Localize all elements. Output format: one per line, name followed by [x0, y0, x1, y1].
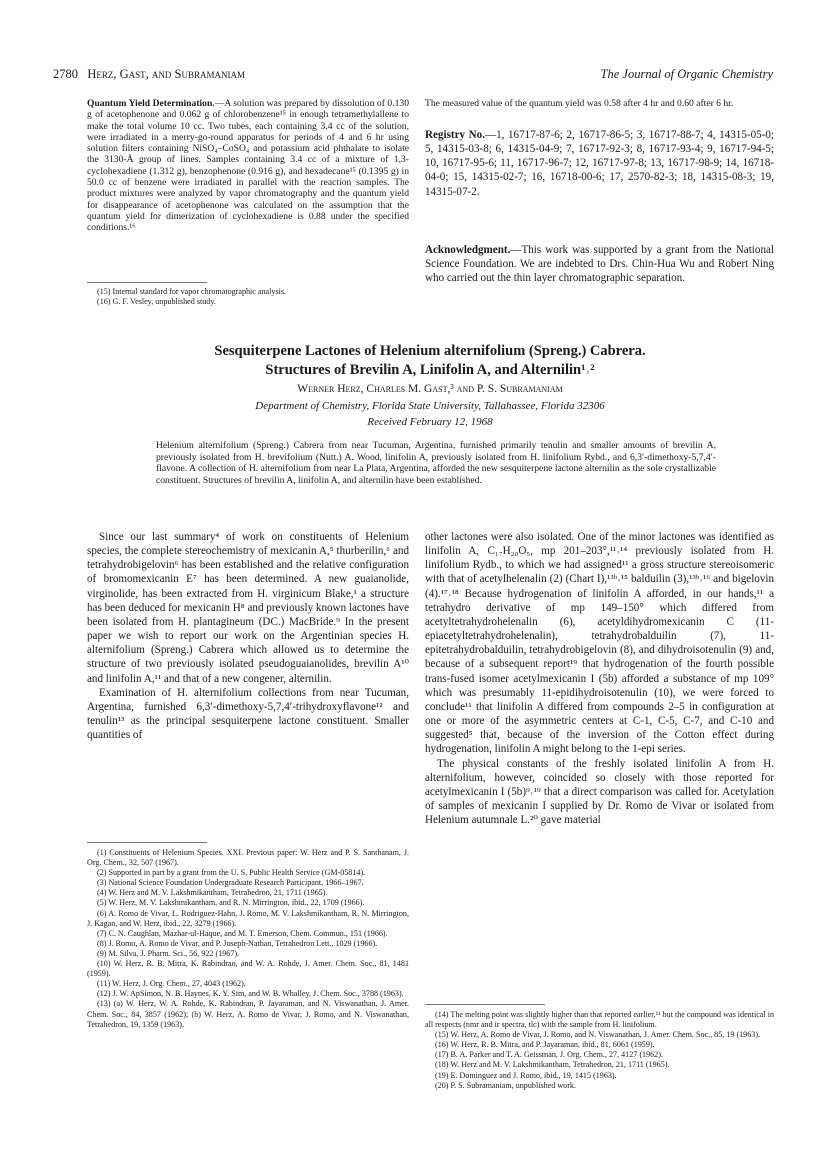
acknowledgment-heading: Acknowledgment.	[425, 244, 511, 256]
quantum-yield-section	[87, 98, 409, 234]
body-left-column	[87, 530, 409, 742]
footnote: (7) C. N. Caughlan, Mazhar-ul-Haque, and M. T. Emerson, Chem. Commun., 151 (1966).	[97, 928, 388, 938]
acknowledgment-section	[425, 243, 774, 285]
previous-footnotes	[87, 287, 409, 307]
body-paragraph: other lactones were also isolated. One of the minor lactones was identified as linifolin A, C₁₇H₂₀O₅, mp 201–203°,¹¹˒¹⁴ previously isolated from H. linifolium Rydb., to which we had assigned¹¹ a gross structure stereoisomeric with that of acetylhelenalin (2) (Chart I),¹³ᵇ˒¹⁵ balduilin (3),¹³ᵇ˒¹⁶ and bigelovin (4).¹⁷˒¹⁸ Because hydrogenation of linifolin A afforded, in our hands,¹¹ a tetrahydro derivative of mp 149–150° which differed from acetyltetrahydrohelenalin (6), acetyldihydromexicanin C (11-epiacetyltetrahydrohelenalin), tetrahydrobalduilin (7), 11-epitetrahydrobalduilin, tetrahydrobigelovin (8), and dihydroisotenulin (9) and, because of a subsequent report¹⁹ that hydrogenation of the fourth possible trans-fused isomer acetylmexicanin I (5b) afforded a substance of mp 109° which was presumably 11-epidihydroisotenulin (10), we were forced to conclude¹¹ that linifolin A differed from compounds 2–5 in configuration at one or more of the asymmetric centers at C-1, C-5, C-7, and C-10 and suggested⁵ that, because of the inversion of the Cotton effect during hydrogenation, linifolin A might belong to the 1-epi series.	[425, 531, 774, 756]
footnote: (15) W. Herz, A. Romo de Vivar, J. Romo, and N. Viswanathan, J. Amer. Chem. Soc., 85, 19 (1963).	[435, 1030, 761, 1040]
department: Department of Chemistry, Florida State University, Tallahassee, Florida 32306	[255, 400, 605, 412]
footnote-divider	[425, 1004, 545, 1005]
registry-section	[425, 128, 774, 199]
footnote: (6) A. Romo de Vivar, L. Rodriguez-Hahn, J. Romo, M. V. Lakshmikantham, R. N. Mirrington, J. Kagan, and W. Herz, ibid., 22, 3279 (1966).	[87, 908, 409, 928]
footnote: (2) Supported in part by a grant from the U. S. Public Health Service (GM-05814).	[97, 868, 366, 878]
title-line-2: Structures of Brevilin A, Linifolin A, and Alternilin¹˒²	[265, 362, 595, 378]
left-footnotes	[87, 848, 409, 1030]
footnote: (3) National Science Foundation Undergraduate Research Participant, 1966–1967.	[97, 878, 364, 888]
footnote: (11) W. Herz, J. Org. Chem., 27, 4043 (1962).	[97, 979, 246, 989]
footnote: (15) Internal standard for vapor chromatographic analysis.	[97, 287, 287, 296]
footnote: (4) W. Herz and M. V. Lakshmikantham, Tetrahedron, 21, 1711 (1965).	[97, 888, 328, 898]
footnote: (17) B. A. Parker and T. A. Geissman, J. Org. Chem., 27, 4127 (1962).	[435, 1050, 663, 1060]
article-authors: Werner Herz, Charles M. Gast,³ and P. S. Subramaniam	[297, 383, 563, 395]
journal-name: The Journal of Organic Chemistry	[600, 67, 773, 81]
abstract: Helenium alternifolium (Spreng.) Cabrera from near Tucuman, Argentina, furnished primarily tenulin and smaller amounts of brevilin A, previously isolated from H. brevifolium (Nutt.) A. Wood, linifolin A, previously isolated from H. linifolium Rybd., and 6,3′-dimethoxy-5,7,4′-flavone. A collection of H. alternifolium from near La Plata, Argentina, afforded the new sesquiterpene lactone alternilin as the sole crystallizable constituent. Structures of brevilin A, linifolin A, and alternilin have been established.	[156, 440, 716, 486]
title-line-1: Sesquiterpene Lactones of Helenium alternifolium (Spreng.) Cabrera.	[214, 343, 646, 359]
measured-value-text: The measured value of the quantum yield was 0.58 after 4 hr and 0.60 after 6 hr.	[425, 98, 734, 109]
footnote: (12) J. W. ApSimon, N. B. Haynes, K. Y. Sim, and W. B. Whalley, J. Chem. Soc., 3788 (1963).	[97, 989, 404, 999]
quantum-yield-heading: Quantum Yield Determination.	[87, 98, 215, 109]
quantum-yield-text: —A solution was prepared by dissolution of 0.130 g of acetophenone and 0.062 g of chlorobenzene¹⁵ in enough tetramethylallene to make the total volume 10 cc. Two tubes, each containing 3.4 cc of the solution, were irradiated in a merry-go-round apparatus for periods of 4 and 6 hr using solution filters containing NiSO₄–CoSO₄ and potassium acid phthalate to isolate the 3130-Å group of lines. Samples containing 3.4 cc of a mixture of 1,3-cyclohexadiene (1.312 g), benzophenone (0.916 g), and hexadecane¹⁵ (0.1395 g) in 50.0 cc of benzene were irradiated in parallel with the reaction samples. The product mixtures were analyzed by vapor chromatography and the quantum yield for disappearance of acetophenone was calculated on the assumption that the quantum yield for dimerization of cyclohexadiene is 0.88 under the specified conditions.¹⁶	[87, 98, 410, 234]
received-date: Received February 12, 1968	[367, 416, 493, 428]
footnote: (19) E. Dominguez and J. Romo, ibid., 19, 1415 (1963).	[435, 1070, 617, 1080]
footnote-divider	[87, 842, 207, 843]
right-footnotes	[425, 1010, 774, 1091]
footnote: (14) The melting point was slightly higher than that reported earlier,¹¹ but the compound was identical in all respects (nmr and ir spectra, tlc) with the sample from H. linifolium.	[425, 1010, 774, 1030]
registry-heading: Registry No.	[425, 129, 485, 141]
footnote: (13) (a) W. Herz, W. A. Rohde, K. Rabindran, P. Jayaraman, and N. Viswanathan, J. Amer. Chem. Soc., 84, 3857 (1962); (b) W. Herz, A. Romo de Vivar, J. Romo, and N. Viswanathan, Tetrahedron, 19, 1359 (1963).	[87, 999, 409, 1029]
acknowledgment-text: —This work was supported by a grant from the National Science Foundation. We are indebted to Drs. Chin-Hua Wu and Robert Ning who carried out the thin layer chromatographic separation.	[425, 244, 774, 285]
footnote: (5) W. Herz, M. V. Lakshmikantham, and R. N. Mirrington, ibid., 22, 1709 (1966).	[97, 898, 365, 908]
footnote: (9) M. Silva, J. Pharm. Sci., 56, 922 (1967).	[97, 948, 240, 958]
body-paragraph: Examination of H. alternifolium collections from near Tucuman, Argentina, furnished 6,3′-dimethoxy-5,7,4′-trihydroxyflavone¹² and tenulin¹³ as the principal sesquiterpene lactone constituent. Smaller quantities of	[87, 686, 409, 742]
registry-text: —1, 16717-87-6; 2, 16717-86-5; 3, 16717-88-7; 4, 14315-05-0; 5, 14315-03-8; 6, 14315-04-9; 7, 16717-92-3; 8, 16717-93-4; 9, 16717-94-5; 10, 16717-95-6; 11, 16717-96-7; 12, 16717-97-8; 13, 16717-98-9; 14, 16718-04-0; 15, 14315-02-7; 16, 16718-00-6; 17, 2570-82-3; 18, 14315-08-3; 19, 14315-07-2.	[425, 129, 774, 198]
footnote: (16) W. Herz, R. B. Mitra, and P. Jayaraman, ibid., 81, 6061 (1959).	[435, 1040, 655, 1050]
footnote: (20) P. S. Subramaniam, unpublished work.	[435, 1080, 576, 1090]
footnote: (10) W. Herz, R. B. Mitra, K. Rabindran, and W. A. Rohde, J. Amer. Chem. Soc., 81, 1481 (1959).	[87, 959, 409, 979]
body-paragraph: Since our last summary⁴ of work on constituents of Helenium species, the complete stereochemistry of mexicanin A,⁵ thurberilin,⁶ and tetrahydrobigelovin⁶ has been established and the relative configuration of bromomexicanin E⁷ has been determined. A new guaianolide, virginolide, has been extracted from H. virginicum Blake,¹ a structure has been deduced for mexicanin H⁸ and previously known lactones have been isolated from H. plantagineum (DC.) MacBride.⁹ In the present paper we wish to report our work on the Argentinian species H. alternifolium (Spreng.) Cabrera which allowed us to determine the structure of two previously isolated pseudoguaianolides, brevilin A¹⁰ and linifolin A,¹¹ and that of a new congener, alternilin.	[87, 531, 409, 685]
body-paragraph: The physical constants of the freshly isolated linifolin A from H. alternifolium, however, coincided so closely with those reported for acetylmexicanin I (5b)⁹˒¹⁹ that a direct comparison was called for. Acetylation of samples of mexicanin I supplied by Dr. Romo de Vivar or isolated from Helenium autumnale L.²⁰ gave material	[425, 757, 774, 827]
footnote: (18) W. Herz and M. V. Lakshmikantham, Tetrahedron, 21, 1711 (1965).	[435, 1060, 670, 1070]
article-title	[80, 342, 780, 380]
footnote: (8) J. Romo, A. Romo de Vivar, and P. Joseph-Nathan, Tetrahedron Lett., 1029 (1966).	[97, 938, 378, 948]
footnote: (1) Constituents of Helenium Species. XXI. Previous paper: W. Herz and P. S. Santhanam, J. Org. Chem., 32, 507 (1967).	[87, 848, 409, 868]
body-right-column	[425, 530, 774, 827]
page-number: 2780	[53, 67, 78, 81]
footnote-divider	[87, 282, 207, 283]
footnote: (16) G. F. Vesley, unpublished study.	[97, 297, 216, 307]
running-authors: Herz, Gast, and Subramaniam	[87, 67, 246, 81]
